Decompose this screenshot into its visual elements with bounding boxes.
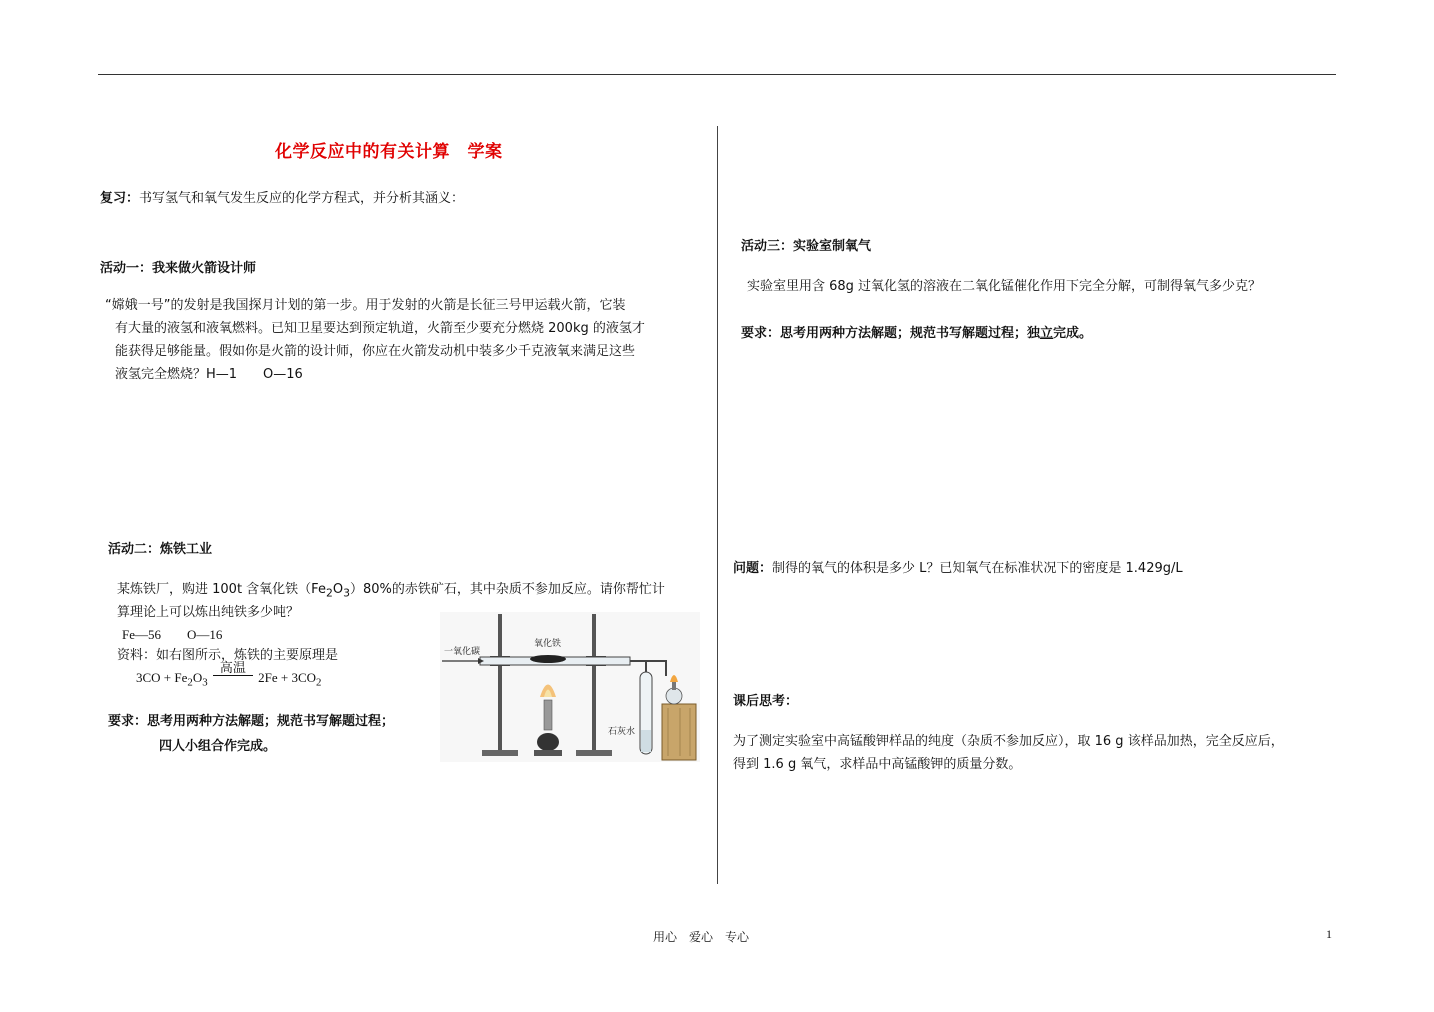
apparatus-diagram [440, 612, 700, 762]
header-rule [98, 74, 1336, 75]
activity2-line-1: 某炼铁厂，购进 100t 含氧化铁$(Fe_2O_3)80\%$的赤铁矿石，其中杂质不参加反应。请你帮忙计 [117, 582, 665, 600]
activity1-line-3: 能获得足够能量。假如你是火箭的设计师，你应在火箭发动机中装多少千克液氧来满足这些 [115, 344, 636, 359]
iron-equation: $3CO + Fe_2O_3$ 高温 $2Fe + 3CO_2$ [136, 661, 322, 689]
label-limewater: 石灰水 [608, 727, 636, 737]
activity2-requirement-2: 四人小组合作完成。 [159, 739, 277, 754]
label-iron-oxide: 氧化铁 [534, 639, 562, 649]
question-text: 制得的氧气的体积是多少 L？已知氧气在标准状况下的密度是 1.429g/L [772, 561, 1183, 576]
page-number: 1 [1326, 927, 1332, 941]
label-carbon-monoxide: 一氧化碳 [444, 647, 481, 657]
activity1-line-4: 液氢完全燃烧？H—1 O—16 [115, 367, 303, 382]
activity2-heading: 活动二：炼铁工业 [108, 542, 213, 557]
activity2-masses: Fe—56 O—16 [122, 627, 223, 642]
activity3-text: 实验室里用含 68g 过氧化氢的溶液在二氧化锰催化作用下完全分解，可制得氧气多少克？ [747, 279, 1262, 294]
activity1-line-1: “嫦娥一号”的发射是我国探月计划的第一步。用于发射的火箭是长征三号甲运载火箭，它装 [105, 298, 626, 313]
activity1-heading: 活动一：我来做火箭设计师 [100, 261, 257, 276]
homework-line-1: 为了测定实验室中高锰酸钾样品的纯度（杂质不参加反应），取 16 g 该样品加热，完全反应后， [733, 734, 1284, 749]
document-title: 化学反应中的有关计算 学案 [275, 142, 503, 162]
question-line [733, 558, 1183, 580]
review-line [100, 188, 464, 210]
equation-condition: 高温 [213, 667, 253, 682]
homework-line-2: 得到 1.6 g 氧气，求样品中高锰酸钾的质量分数。 [733, 757, 1022, 772]
activity3-heading: 活动三：实验室制氧气 [741, 239, 872, 254]
column-divider [717, 126, 718, 884]
activity2-resource: 资料：如右图所示，炼铁的主要原理是 [117, 648, 339, 663]
ironmaking-apparatus-figure [440, 612, 700, 762]
homework-heading: 课后思考： [733, 694, 799, 709]
activity2-line-2: 算理论上可以炼出纯铁多少吨？ [117, 605, 300, 620]
activity2-requirement-1: 要求：思考用两种方法解题；规范书写解题过程； [108, 714, 395, 729]
review-text: 书写氢气和氧气发生反应的化学方程式，并分析其涵义： [139, 191, 465, 206]
page-footer: 用心 爱心 专心 [653, 930, 750, 944]
activity3-requirement: 要求：思考用两种方法解题；规范书写解题过程；独立完成。 [741, 326, 1093, 341]
activity1-line-2: 有大量的液氢和液氧燃料。已知卫星要达到预定轨道，火箭至少要充分燃烧 200kg 的液氢才 [115, 321, 645, 336]
review-label: 复习： [100, 191, 140, 206]
question-label: 问题： [733, 561, 773, 576]
